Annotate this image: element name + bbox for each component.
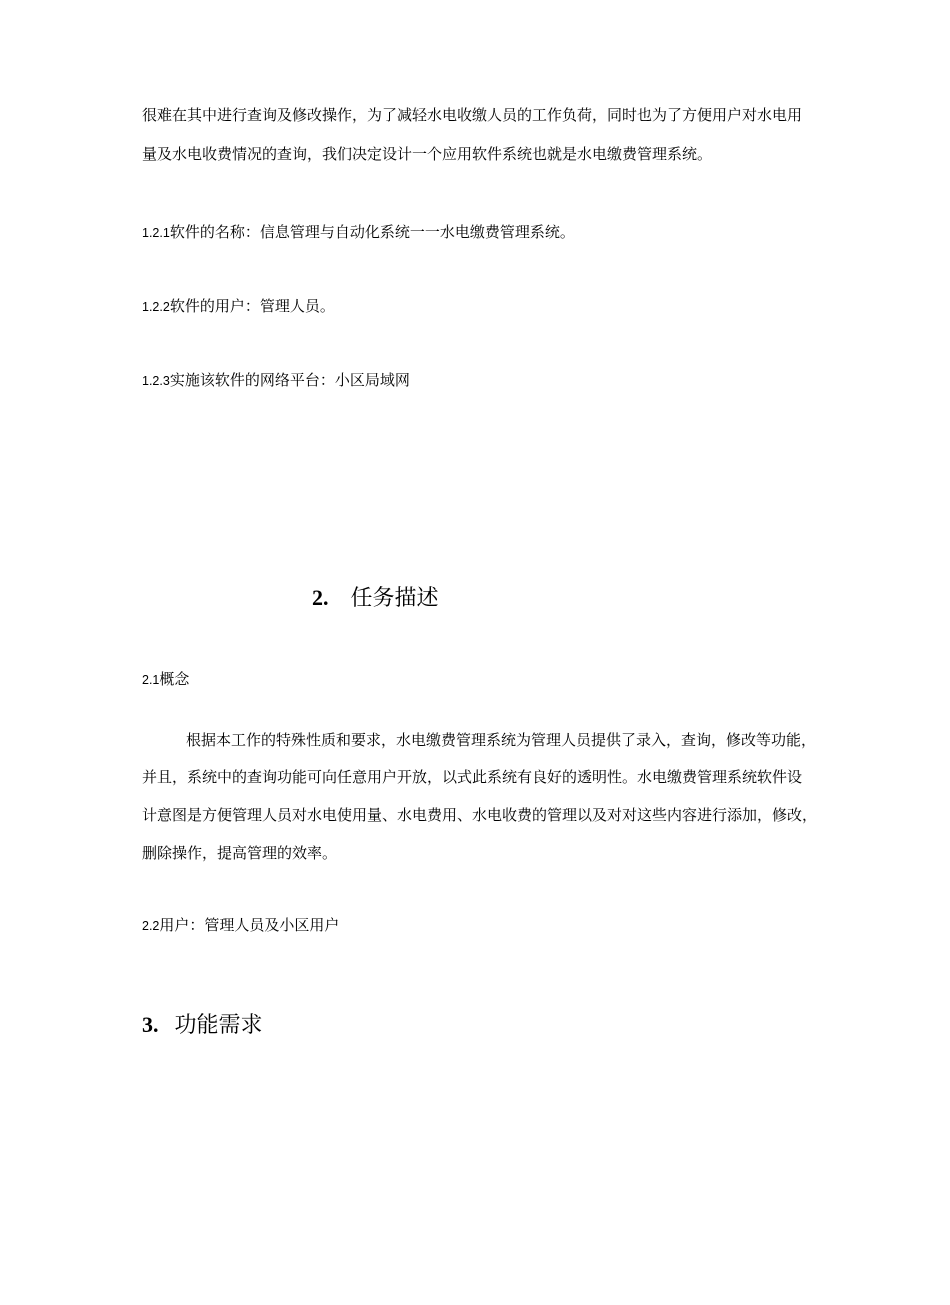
paragraph-line-3: 计意图是方便管理人员对水电使用量、水电费用、水电收费的管理以及对对这些内容进行添加，修改， — [142, 806, 818, 824]
item-1-2-2 — [142, 296, 335, 317]
subsection-number: 2.2 — [142, 919, 160, 933]
section-title: 功能需求 — [174, 1013, 263, 1038]
item-1-2-1 — [142, 222, 575, 243]
subsection-title: 概念 — [159, 670, 190, 688]
intro-line-2: 量及水电收费情况的查询，我们决定设计一个应用软件系统也就是水电缴费管理系统。 — [142, 145, 713, 163]
item-text: 实施该软件的网络平台：小区局域网 — [169, 371, 410, 389]
subsection-text: 用户：管理人员及小区用户 — [159, 916, 340, 934]
section-2-heading — [312, 584, 439, 613]
item-text: 软件的用户：管理人员。 — [169, 297, 335, 315]
item-1-2-3 — [142, 370, 410, 391]
subsection-2-2 — [142, 915, 339, 936]
item-number: 1.2.1 — [142, 226, 170, 240]
section-title: 任务描述 — [350, 586, 439, 611]
intro-line-1: 很难在其中进行查询及修改操作，为了减轻水电收缴人员的工作负荷，同时也为了方便用户对水电用 — [142, 106, 803, 124]
subsection-2-1 — [142, 669, 189, 690]
item-number: 1.2.3 — [142, 374, 170, 388]
section-3-heading — [142, 1011, 263, 1040]
item-text: 软件的名称：信息管理与自动化系统一一水电缴费管理系统。 — [169, 223, 575, 241]
paragraph-line-1: 根据本工作的特殊性质和要求，水电缴费管理系统为管理人员提供了录入，查询，修改等功能， — [186, 731, 817, 749]
section-number: 2. — [312, 585, 329, 610]
item-number: 1.2.2 — [142, 300, 170, 314]
subsection-number: 2.1 — [142, 673, 160, 687]
paragraph-line-4: 删除操作，提高管理的效率。 — [142, 844, 338, 862]
section-number: 3. — [142, 1012, 159, 1037]
paragraph-line-2: 并且，系统中的查询功能可向任意用户开放，以式此系统有良好的透明性。水电缴费管理系统软件设 — [142, 768, 803, 786]
